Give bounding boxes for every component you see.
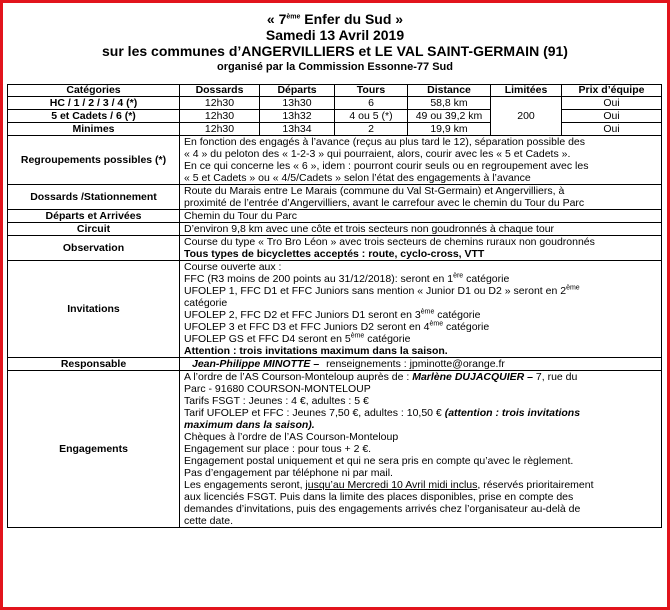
race-info-table [7,84,662,528]
invitations-label: Invitations [8,261,180,358]
col-header-distance: Distance [408,85,491,97]
tours-cell: 4 ou 5 (*) [335,110,408,123]
departs-cell: 13h32 [260,110,335,123]
table-header-row [8,85,662,97]
regroupements-row [8,136,662,185]
observation-label: Observation [8,236,180,261]
dossards-cell: 12h30 [180,123,260,136]
responsable-label: Responsable [8,358,180,371]
event-title: « 7ème Enfer du Sud » [266,11,404,27]
departs-cell: 13h34 [260,123,335,136]
table-row [8,123,662,136]
document-header [3,11,667,74]
circuit-row [8,223,662,236]
category-cell: HC / 1 / 2 / 3 / 4 (*) [8,97,180,110]
responsable-row [8,358,662,371]
dossards-cell: 12h30 [180,110,260,123]
event-location: sur les communes d’ANGERVILLIERS et LE VAL SAINT-GERMAIN (91) [102,43,568,59]
observation-text: Course du type « Tro Bro Léon » avec trois secteurs de chemins ruraux non goudronnés Tous types de bicyclettes acceptés : route, cyclo-cross, VTT [180,236,662,261]
col-header-prix: Prix d’équipe [562,85,662,97]
circuit-label: Circuit [8,223,180,236]
distance-cell: 58,8 km [408,97,491,110]
tours-cell: 6 [335,97,408,110]
prix-cell: Oui [562,123,662,136]
dossards-stationnement-row [8,185,662,210]
departs-cell: 13h30 [260,97,335,110]
circuit-text: D’environ 9,8 km avec une côte et trois secteurs non goudronnés à chaque tour [180,223,662,236]
table-row [8,110,662,123]
dossards-stationnement-label: Dossards /Stationnement [8,185,180,210]
engagements-label: Engagements [8,371,180,528]
category-cell: Minimes [8,123,180,136]
engagements-text: A l’ordre de l’AS Courson-Monteloup auprès de : Marlène DUJACQUIER – 7, rue du Parc - 91680 COURSON-MONTELOUP Tarifs FSGT : Jeunes : 4 €, adultes : 5 € Tarif UFOLEP et FFC : Jeunes 7,50 €, adultes : 10,50 € (attention : trois invitations maximum dans la saison). Chèques à l’ordre de l’AS Courson-Monteloup Engagement sur place : pour tous + 2 €. Engagement postal uniquement et qui ne sera pris en compte qu’avec le règlement. Pas d’engagement par téléphone ni par mail. Les engagements seront, jusqu’au Mercredi 10 Avril midi inclus, réservés prioritairement aux licenciés FSGT. Puis dans la limite des places disponibles, prise en compte des demandes d’invitations, puis des engagements arrivés chez l’organisateur au-delà de cette date. [180,371,662,528]
distance-cell: 49 ou 39,2 km [408,110,491,123]
col-header-dossards: Dossards [180,85,260,97]
responsable-text [180,358,662,371]
responsable-name: Jean-Philippe MINOTTE – [192,358,320,370]
event-date: Samedi 13 Avril 2019 [265,27,405,43]
prix-cell: Oui [562,97,662,110]
departs-arrivees-label: Départs et Arrivées [8,210,180,223]
category-cell: 5 et Cadets / 6 (*) [8,110,180,123]
prix-cell: Oui [562,110,662,123]
table-row [8,97,662,110]
tours-cell: 2 [335,123,408,136]
distance-cell: 19,9 km [408,123,491,136]
departs-arrivees-row [8,210,662,223]
dossards-cell: 12h30 [180,97,260,110]
invitations-row [8,261,662,358]
observation-row [8,236,662,261]
regroupements-label: Regroupements possibles (*) [8,136,180,185]
dossards-stationnement-text: Route du Marais entre Le Marais (commune du Val St-Germain) et Angervilliers, à proximité de l’entrée d’Angervilliers, avant le carrefour avec le chemin du Tour du Parc [180,185,662,210]
departs-arrivees-text: Chemin du Tour du Parc [180,210,662,223]
col-header-categories: Catégories [8,85,180,97]
limitees-cell: 200 [491,97,562,136]
event-organizer: organisé par la Commission Essonne-77 Sud [217,61,453,73]
regroupements-text: En fonction des engagés à l’avance (reçus au plus tard le 12), séparation possible des « 4 » du peloton des « 1-2-3 » qui pourraient, alors, courir avec les « 5 et Cadets ». En ce qui concerne les « 6 », idem : pourront courir seuls ou en regroupement avec les « 5 et Cadets » ou « 4/5/Cadets » selon l’état des engagements à l’avance [180,136,662,185]
col-header-limitees: Limitées [491,85,562,97]
col-header-departs: Départs [260,85,335,97]
col-header-tours: Tours [335,85,408,97]
invitations-text: Course ouverte aux : FFC (R3 moins de 200 points au 31/12/2018): seront en 1ère catégorie UFOLEP 1, FFC D1 et FFC Juniors sans mention « Junior D1 ou D2 » seront en 2ème catégorie UFOLEP 2, FFC D2 et FFC Juniors D1 seront en 3ème catégorie UFOLEP 3 et FFC D3 et FFC Juniors D2 seront en 4ème catégorie UFOLEP GS et FFC D4 seront en 5ème catégorie Attention : trois invitations maximum dans la saison. [180,261,662,358]
engagements-row [8,371,662,528]
responsable-contact: renseignements : jpminotte@orange.fr [326,358,505,370]
